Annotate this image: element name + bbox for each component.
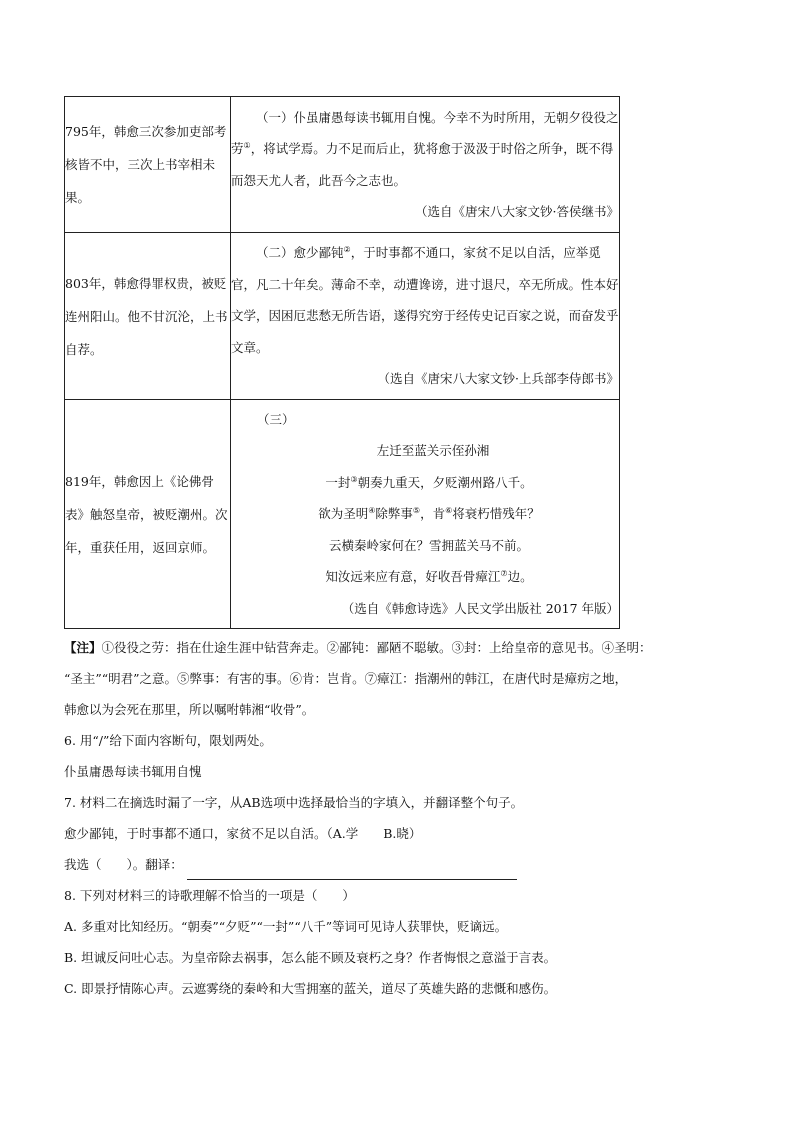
- material-label: （二）: [256, 245, 294, 261]
- material-source: （选自《韩愈诗选》人民文学出版社 2017 年版）: [341, 600, 619, 616]
- background-text: 795年，韩愈三次参加吏部考核皆不中，三次上书宰相未果。: [65, 124, 227, 205]
- question-7-stem: 7. 材料二在摘选时漏了一字，从AB选项中选择最恰当的字填入，并翻译整个句子。: [64, 795, 524, 810]
- footnote-mark: ③: [350, 474, 358, 484]
- poem-text: 除弊事: [375, 506, 413, 522]
- table-row: [65, 97, 620, 233]
- poem-text: 一封: [325, 474, 351, 490]
- background-text: 803年，韩愈得罪权贵，被贬连州阳山。他不甘沉沦，上书自荐。: [65, 275, 228, 357]
- notes-line: 韩愈以为会死在那里，所以嘱咐韩湘“收骨”。: [64, 702, 315, 717]
- notes-text: ①役役之劳：指在仕途生涯中钻营奔走。②鄙钝：鄙陋不聪敏。③封：上给皇帝的意见书。④圣明：: [101, 640, 652, 655]
- poem-text: 朝奏九重天，夕贬潮州路八千。: [357, 474, 533, 490]
- question-8-option-b: B. 坦诚反问吐心志。为皇帝除去祸事，怎么能不顾及衰朽之身？作者悔恨之意溢于言表。: [64, 950, 557, 965]
- poem-cell: [231, 400, 620, 629]
- poem-line: [231, 561, 619, 593]
- background-cell: [65, 400, 231, 629]
- question-7-answer-line: [64, 849, 764, 880]
- question-8-stem: 8. 下列对材料三的诗歌理解不恰当的一项是（ ）: [64, 888, 355, 903]
- footnote-mark: ⑥: [445, 506, 453, 516]
- table-row: [65, 233, 620, 400]
- material-text: ，于时事都不通口，家贫不足以自活，应举觅官，凡二十年矣。薄命不幸，动遭谗谤，进寸退尺，卒无所成。性本好文学，因困厄悲愁无所告语，遂得究穷于经传史记百家之说，而奋发乎文章。: [231, 245, 619, 355]
- materials-table: [64, 96, 620, 629]
- notes-and-questions: [64, 632, 764, 1004]
- footnote-mark: ⑦: [500, 569, 508, 579]
- poem-title: 左迁至蓝关示侄孙湘: [376, 443, 490, 459]
- material-cell: [231, 97, 620, 233]
- poem-text: 欲为圣明: [318, 506, 369, 522]
- background-text: 819年，韩愈因上《论佛骨表》触怒皇帝，被贬潮州。次年，重获任用，返回京师。: [65, 473, 228, 555]
- poem-line: 云横秦岭家何在？雪拥蓝关马不前。: [328, 537, 529, 553]
- material-source: （选自《唐宋八大家文钞·上兵部李侍郎书》: [377, 371, 619, 387]
- background-cell: [65, 233, 231, 400]
- material-text: 仆虽庸愚每读书辄用自愧。今幸不为时所用，无朝夕役役之劳: [231, 109, 619, 156]
- question-6-text: 仆虽庸愚每读书辄用自愧: [64, 764, 202, 779]
- poem-text: 边。: [507, 569, 533, 585]
- material-paragraph: [231, 102, 619, 197]
- poem-text: 将衰朽惜残年？: [452, 506, 540, 522]
- poem-line: [231, 498, 619, 530]
- notes-heading: 【注】: [64, 640, 102, 655]
- question-7-text: 愈少鄙钝，于时事都不通口，家贫不足以自活。（A.学 B.晓）: [64, 826, 422, 841]
- material-text: 愈少鄙钝: [293, 245, 344, 261]
- question-8-option-c: C. 即景抒情陈心声。云遮雾绕的秦岭和大雪拥塞的蓝关，道尽了英雄失路的悲慨和感伤。: [64, 981, 557, 996]
- footnote-mark: ①: [243, 140, 251, 150]
- poem-text: 知汝远来应有意，好收吾骨瘴江: [325, 569, 501, 585]
- material-label: （一）: [256, 109, 294, 125]
- poem-text: ，肯: [420, 506, 446, 522]
- material-source: （选自《唐宋八大家文钞·答侯继书》: [415, 204, 619, 219]
- footnote-mark: ④: [368, 506, 376, 516]
- background-cell: [65, 97, 231, 233]
- question-6-stem: 6. 用“/”给下面内容断句，限划两处。: [64, 733, 272, 748]
- table-row: [65, 400, 620, 629]
- footnote-mark: ⑤: [412, 506, 421, 516]
- footnote-mark: ②: [343, 245, 351, 255]
- notes-line: “圣主”“明君”之意。⑤弊事：有害的事。⑥肯：岂肯。⑦瘴江：指潮州的韩江，在唐代时是瘴疠之地，: [64, 671, 628, 686]
- question-7-answer-label: 我选（ ）。翻译：: [64, 857, 183, 872]
- answer-blank[interactable]: [187, 863, 517, 880]
- material-label: （三）: [257, 411, 295, 427]
- question-8-option-a: A. 多重对比知经历。“朝奏”“夕贬”“一封”“八千”等词可见诗人获罪快，贬谪远。: [64, 919, 508, 934]
- material-paragraph: [231, 237, 619, 363]
- notes-line: [64, 632, 764, 663]
- material-cell: [231, 233, 620, 400]
- poem-line: [231, 467, 619, 499]
- material-text: ，将试学焉。力不足而后止，犹将愈于汲汲于时俗之所争，既不得而怨天尤人者，此吾今之志也。: [231, 141, 614, 188]
